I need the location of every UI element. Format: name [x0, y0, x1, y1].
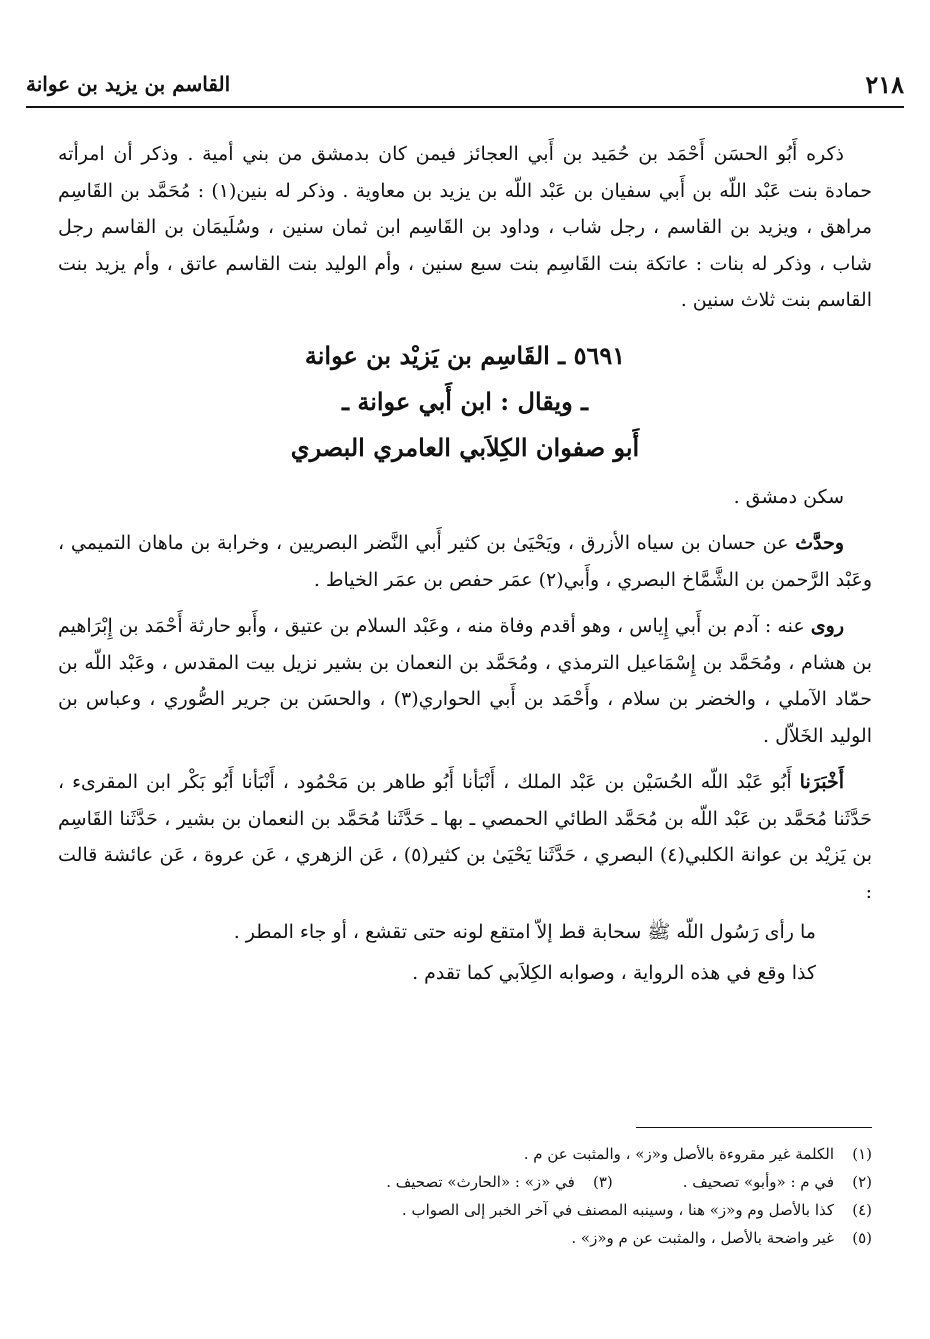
footnotes: [58, 1140, 872, 1252]
running-head: القاسم بن يزيد بن عوانة: [26, 72, 231, 96]
footnote-text: الكلمة غير مقروءة بالأصل و«ز» ، والمثبت عن م .: [523, 1145, 834, 1163]
footnote-row-2-3: [58, 1168, 872, 1196]
footnote-1: [58, 1140, 872, 1168]
rawa-text: عنه : آدم بن أَبي إِياس ، وهو أقدم وفاة منه ، وعَبْد السلام بن عتيق ، وأَبو حارثة أَحْمَد بن إِبْرَاهيم بن هشام ، ومُحَمَّد بن إِسْمَاعيل الترمذي ، ومُحَمَّد بن النعمان بن بشير نزيل بيت المقدس ، وعَبْد اللّه بن حمّاد الآملي ، والخضر بن سلام ، وأَحْمَد بن أَبي الحواري(٣) ، والحسَن بن جرير الصُّوري ، وعباس بن الوليد الخَلاّل .: [58, 615, 872, 747]
footnote-text: كذا بالأصل وم و«ز» هنا ، وسينبه المصنف في آخر الخبر إلى الصواب .: [401, 1201, 834, 1219]
footnote-5: [58, 1224, 872, 1252]
intro-line-1: ذكره أَبُو الحسَن أَحْمَد بن حُمَيد بن أَبي العجائز فيمن كان بدمشق من بني أمية . وذكر: [141, 143, 845, 165]
main-text: [58, 136, 872, 991]
akhbarana-lead: أَخْبَرَنا: [799, 771, 844, 793]
entry-heading: [58, 333, 872, 471]
rawa-lead: روى: [810, 615, 844, 637]
footnote-number: (٥): [852, 1229, 872, 1247]
entry-heading-line-2: ـ ويقال : ابن أَبي عوانة ـ: [341, 386, 589, 416]
footnote-text: في «ز» : «الحارث» تصحيف .: [386, 1173, 575, 1191]
footnote-number: (١): [852, 1145, 872, 1163]
entry-heading-line-1: ٥٦٩١ ـ القَاسِم بن يَزيْد بن عوانة: [304, 340, 626, 370]
intro-line-3: مُحَمَّد بن القَاسِم مراهق ، ويزيد بن القاسم ، رجل شاب ، وداود بن القَاسِم ابن ثمان سنين ،: [58, 179, 872, 238]
akhbarana-text: أَبُو عَبْد اللّه الحُسَيْن بن عَبْد الملك ، أَنْبَأنا أَبُو طاهر بن مَحْمُود ، أَنْبَأنا أَبُو بَكْر ابن المقرىء ، حَدَّثَنا مُحَمَّد بن عَبْد اللّه بن مُحَمَّد الطائي الحمصي ـ بها ـ حَدَّثَنا مُحَمَّد بن النعمان بن بشير ، حَدَّثَنا القَاسِم بن يَزيْد بن عوانة الكلبي(٤) البصري ، حَدَّثَنا يَحْيَىٰ بن كثير(٥) ، عَن الزهري ، عَن عروة ، عَن عائشة قالت :: [58, 771, 872, 903]
entry-heading-line-3: أَبو صفوان الكِلاَبي العامري البصري: [290, 432, 640, 462]
footnote-text: في م : «وأبو» تصحيف .: [682, 1173, 834, 1191]
page-header: [26, 62, 904, 108]
haddath-lead: وحدَّث: [795, 532, 844, 554]
footnote-3: [386, 1168, 613, 1196]
footnote-number: (٢): [852, 1173, 872, 1191]
footnote-number: (٤): [852, 1201, 872, 1219]
haddath-text: عن حسان بن سياه الأزرق ، ويَحْيَىٰ بن كثير أَبي النَّضر البصريين ، وخرابة بن ماهان التميمي ، وعَبْد الرَّحمن بن الشَّمَّاخ البصري ، وأَبي(٢) عمَر حفص بن عمَر الخياط .: [58, 532, 872, 591]
akhbarana-paragraph: [58, 764, 872, 910]
residence-note: سكن دمشق .: [733, 485, 844, 508]
closing-note: كذا وقع في هذه الرواية ، وصوابه الكِلاَبي كما تقدم .: [412, 961, 816, 984]
rawa-paragraph: [58, 608, 872, 754]
intro-line-2: أن امرأته حمادة بنت عَبْد اللّه بن أَبي سفيان بن عَبْد اللّه بن يزيد بن معاوية . وذكر له بنين(١) :: [58, 143, 872, 202]
footnote-divider: [636, 1127, 872, 1128]
footnote-2: [683, 1168, 872, 1196]
footnote-number: (٣): [592, 1173, 613, 1191]
haddath-paragraph: [58, 525, 872, 598]
intro-line-4: وسُلَيمَان بن القاسم رجل شاب ، وذكر له بنات : عاتكة بنت القَاسِم بنت سبع سنين ، وأم: [58, 216, 872, 275]
intro-line-5: الوليد بنت القاسم عاتق ، وأم يزيد بنت القاسم بنت ثلاث سنين .: [58, 252, 872, 311]
footnote-text: غير واضحة بالأصل ، والمثبت عن م و«ز» .: [571, 1229, 834, 1247]
footnote-4: [58, 1196, 872, 1224]
hadith-text: ما رأى رَسُول اللّه ﷺ سحابة قط إلاّ امتقع لونه حتى تقشع ، أو جاء المطر .: [233, 921, 816, 943]
intro-paragraph: [58, 136, 872, 319]
page-number: ٢١٨: [865, 69, 904, 99]
